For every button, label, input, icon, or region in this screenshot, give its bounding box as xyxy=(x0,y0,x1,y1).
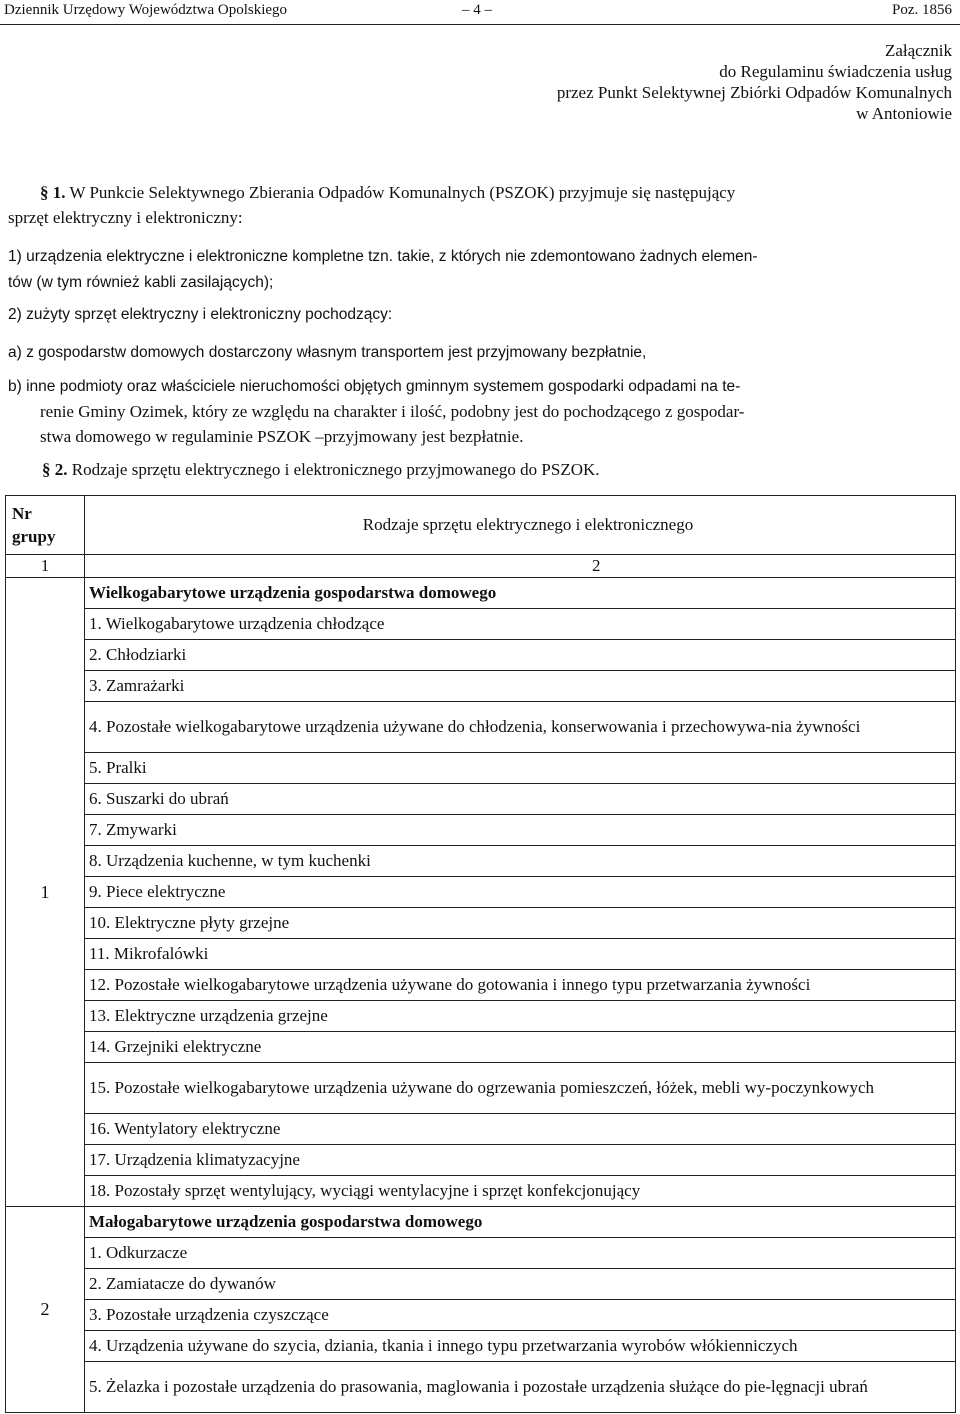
table-row xyxy=(6,1176,956,1207)
list-item-text: renie Gminy Ozimek, który ze względu na charakter i ilość, podobny jest do pochodzącego z gospodar- xyxy=(40,402,745,421)
section-text: Rodzaje sprzętu elektrycznego i elektronicznego przyjmowanego do PSZOK. xyxy=(71,460,600,479)
table-row xyxy=(6,640,956,671)
table-row xyxy=(6,1362,956,1413)
table-row xyxy=(6,1032,956,1063)
section-number: § 2. xyxy=(42,460,68,479)
equipment-item: 15. Pozostałe wielkogabarytowe urządzenia używane do ogrzewania pomieszczeń, łóżek, mebli wy-poczynkowych xyxy=(85,1063,956,1114)
list-item-text: 1) urządzenia elektryczne i elektroniczne kompletne tzn. takie, z których nie zdemontowano żadnych elemen- xyxy=(8,248,758,265)
journal-title: Dziennik Urzędowy Województwa Opolskiego xyxy=(4,2,288,18)
list-item-text: a) z gospodarstw domowych dostarczony własnym transportem jest przyjmowany bezpłatnie, xyxy=(8,344,647,361)
table-row xyxy=(6,908,956,939)
equipment-item: 10. Elektryczne płyty grzejne xyxy=(85,908,956,939)
section-2 xyxy=(42,458,952,482)
list-item-text: tów (w tym również kabli zasilających); xyxy=(8,274,274,291)
equipment-item: 1. Wielkogabarytowe urządzenia chłodzące xyxy=(85,609,956,640)
group-title: Małogabarytowe urządzenia gospodarstwa domowego xyxy=(85,1207,956,1238)
annex-line: przez Punkt Selektywnej Zbiórki Odpadów Komunalnych xyxy=(556,83,952,102)
position-number: Poz. 1856 xyxy=(892,2,952,18)
table-row xyxy=(6,1331,956,1362)
table-row xyxy=(6,1063,956,1114)
table-body xyxy=(6,578,956,1413)
group-title-row xyxy=(6,578,956,609)
table-row xyxy=(6,939,956,970)
group-number: 2 xyxy=(6,1207,85,1413)
equipment-item: 9. Piece elektryczne xyxy=(85,877,956,908)
table-row xyxy=(6,1300,956,1331)
page-header xyxy=(0,0,960,25)
table-row xyxy=(6,784,956,815)
equipment-item: 6. Suszarki do ubrań xyxy=(85,784,956,815)
annex-title xyxy=(557,40,952,124)
page-number: – 4 – xyxy=(462,2,492,18)
list-item-text: 2) zużyty sprzęt elektryczny i elektroniczny pochodzący: xyxy=(8,306,393,323)
equipment-item: 17. Urządzenia klimatyzacyjne xyxy=(85,1145,956,1176)
table-row xyxy=(6,609,956,640)
equipment-item: 8. Urządzenia kuchenne, w tym kuchenki xyxy=(85,846,956,877)
equipment-item: 11. Mikrofalówki xyxy=(85,939,956,970)
table-row xyxy=(6,1001,956,1032)
equipment-item: 3. Zamrażarki xyxy=(85,671,956,702)
header-group-number xyxy=(6,496,85,555)
list-item-2b xyxy=(8,374,950,449)
annex-line: do Regulaminu świadczenia usług xyxy=(719,62,952,81)
equipment-item: 18. Pozostały sprzęt wentylujący, wyciągi wentylacyjne i sprzęt konfekcjonujący xyxy=(85,1176,956,1207)
section-text: sprzęt elektryczny i elektroniczny: xyxy=(8,208,243,227)
table-row xyxy=(6,846,956,877)
table-row xyxy=(6,753,956,784)
list-item-2 xyxy=(8,302,952,328)
section-number: § 1. xyxy=(40,183,66,202)
table-row xyxy=(6,1269,956,1300)
table-row xyxy=(6,1114,956,1145)
list-item-1 xyxy=(8,244,952,296)
equipment-item: 7. Zmywarki xyxy=(85,815,956,846)
equipment-item: 13. Elektryczne urządzenia grzejne xyxy=(85,1001,956,1032)
equipment-item: 14. Grzejniki elektryczne xyxy=(85,1032,956,1063)
group-title: Wielkogabarytowe urządzenia gospodarstwa domowego xyxy=(85,578,956,609)
list-item-2a xyxy=(8,340,952,366)
equipment-item: 2. Zamiatacze do dywanów xyxy=(85,1269,956,1300)
equipment-item: 5. Pralki xyxy=(85,753,956,784)
table-row xyxy=(6,970,956,1001)
group-number: 1 xyxy=(6,578,85,1207)
annex-line: Załącznik xyxy=(884,41,952,60)
equipment-table xyxy=(5,495,956,1413)
column-number: 2 xyxy=(85,555,956,578)
equipment-item: 3. Pozostałe urządzenia czyszczące xyxy=(85,1300,956,1331)
equipment-item: 1. Odkurzacze xyxy=(85,1238,956,1269)
table-row xyxy=(6,1238,956,1269)
equipment-item: 12. Pozostałe wielkogabarytowe urządzenia używane do gotowania i innego typu przetwarzania żywności xyxy=(85,970,956,1001)
table-row xyxy=(6,671,956,702)
equipment-item: 16. Wentylatory elektryczne xyxy=(85,1114,956,1145)
list-item-text: b) inne podmioty oraz właściciele nieruchomości objętych gminnym systemem gospodarki odpadami na te- xyxy=(8,378,741,395)
header-text: Nr xyxy=(12,504,32,523)
annex-line: w Antoniowie xyxy=(856,104,952,123)
section-1 xyxy=(8,180,952,230)
header-text: grupy xyxy=(12,527,56,546)
table-row xyxy=(6,815,956,846)
list-item-text: stwa domowego w regulaminie PSZOK –przyjmowany jest bezpłatnie. xyxy=(40,427,524,446)
table-row xyxy=(6,877,956,908)
header-equipment-type: Rodzaje sprzętu elektrycznego i elektronicznego xyxy=(85,496,956,555)
column-number: 1 xyxy=(6,555,85,578)
equipment-item: 2. Chłodziarki xyxy=(85,640,956,671)
equipment-item: 4. Pozostałe wielkogabarytowe urządzenia używane do chłodzenia, konserwowania i przechowywa-nia żywności xyxy=(85,702,956,753)
table-row xyxy=(6,1145,956,1176)
table-header-row xyxy=(6,496,956,555)
group-title-row xyxy=(6,1207,956,1238)
section-text: W Punkcie Selektywnego Zbierania Odpadów Komunalnych (PSZOK) przyjmuje się następujący xyxy=(69,183,736,202)
table-column-numbers xyxy=(6,555,956,578)
table-row xyxy=(6,702,956,753)
equipment-item: 5. Żelazka i pozostałe urządzenia do prasowania, maglowania i pozostałe urządzenia służące do pie-lęgnacji ubrań xyxy=(85,1362,956,1413)
equipment-item: 4. Urządzenia używane do szycia, dziania, tkania i innego typu przetwarzania wyrobów włókienniczych xyxy=(85,1331,956,1362)
